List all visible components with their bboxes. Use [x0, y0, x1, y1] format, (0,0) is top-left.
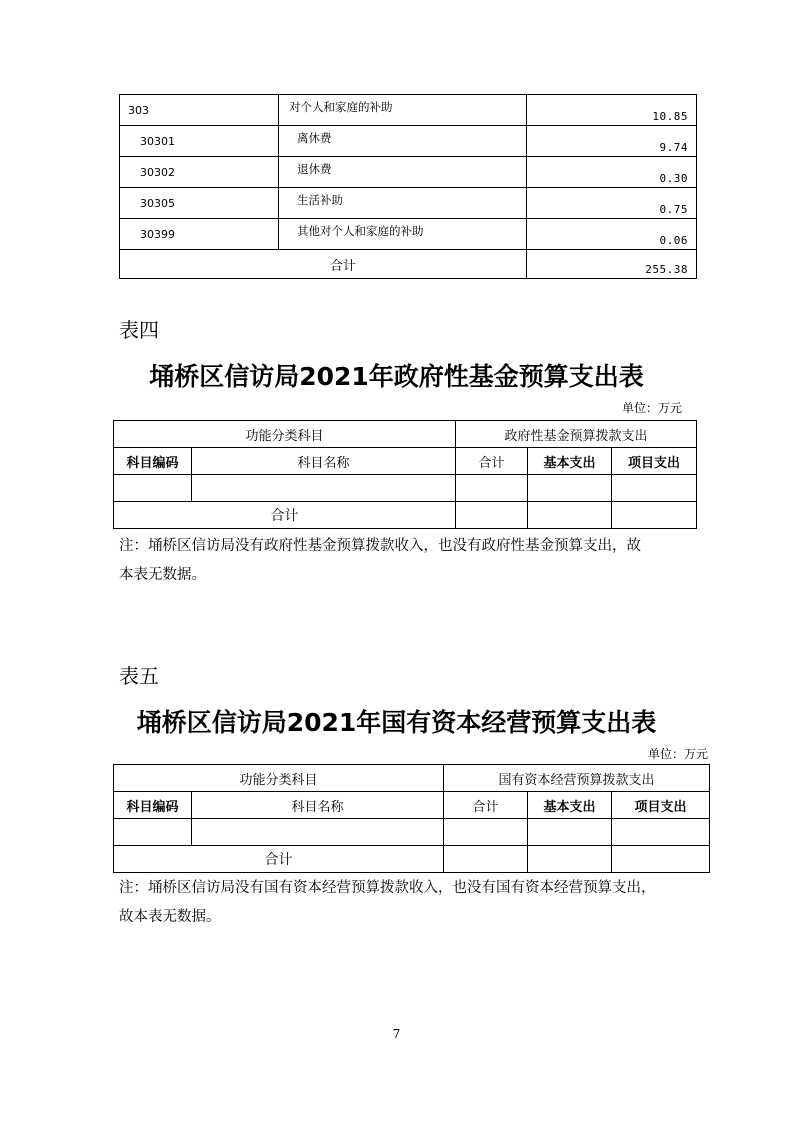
total-row: [114, 502, 697, 529]
total-label: 合计: [120, 250, 527, 279]
row-name: 生活补助: [279, 188, 527, 219]
cell: [612, 819, 710, 846]
total-row: [120, 250, 697, 279]
cell: [612, 502, 697, 529]
row-name: 退休费: [279, 157, 527, 188]
table4-note-line2: 本表无数据。: [119, 567, 206, 583]
row-code: 30302: [120, 157, 279, 188]
table5-unit: 单位：万元: [648, 747, 709, 761]
cell: [612, 475, 697, 502]
cell: [444, 846, 528, 873]
table5-note-line1: 注：埇桥区信访局没有国有资本经营预算拨款收入，也没有国有资本经营预算支出，: [119, 880, 656, 896]
col-header-basic: 基本支出: [528, 792, 612, 819]
section-label-5: 表五: [119, 664, 159, 688]
table4-note-line1: 注：埇桥区信访局没有政府性基金预算拨款收入，也没有政府性基金预算支出，故: [119, 538, 641, 554]
group-header-fund: 政府性基金预算拨款支出: [456, 421, 697, 448]
row-code: 303: [120, 95, 279, 126]
group-header-function: 功能分类科目: [114, 421, 456, 448]
cell: [192, 475, 456, 502]
cell: [528, 819, 612, 846]
total-label: 合计: [114, 502, 456, 529]
group-header-capital: 国有资本经营预算拨款支出: [444, 765, 710, 792]
cell: [456, 502, 528, 529]
cell: [114, 819, 192, 846]
page-number: 7: [392, 1027, 401, 1041]
table-row: [120, 157, 697, 188]
col-header-project: 项目支出: [612, 448, 697, 475]
cell: [114, 475, 192, 502]
row-code: 30399: [120, 219, 279, 250]
table-row: [120, 95, 697, 126]
col-header-code: 科目编码: [114, 448, 192, 475]
group-header-function: 功能分类科目: [114, 765, 444, 792]
column-header-row: [114, 792, 710, 819]
table-row: [120, 126, 697, 157]
table-row: [120, 219, 697, 250]
expenditure-detail-table: [119, 94, 697, 279]
section-label-4: 表四: [119, 318, 159, 342]
col-header-project: 项目支出: [612, 792, 710, 819]
total-amount: 255.38: [527, 250, 697, 279]
row-amount: 0.75: [527, 188, 697, 219]
col-header-code: 科目编码: [114, 792, 192, 819]
col-header-basic: 基本支出: [528, 448, 612, 475]
row-name: 其他对个人和家庭的补助: [279, 219, 527, 250]
table5-note: [119, 874, 719, 932]
col-header-total: 合计: [456, 448, 528, 475]
table4-note: [119, 532, 719, 590]
cell: [456, 475, 528, 502]
table4-title: 埇桥区信访局2021年政府性基金预算支出表: [149, 362, 644, 391]
table5-note-line2: 故本表无数据。: [119, 909, 221, 925]
group-header-row: [114, 421, 697, 448]
cell: [528, 502, 612, 529]
row-name: 离休费: [279, 126, 527, 157]
row-amount: 0.30: [527, 157, 697, 188]
row-code: 30301: [120, 126, 279, 157]
table-row: [120, 188, 697, 219]
row-amount: 0.06: [527, 219, 697, 250]
cell: [528, 846, 612, 873]
table4-unit: 单位：万元: [622, 401, 683, 415]
cell: [528, 475, 612, 502]
cell: [444, 819, 528, 846]
table5-title: 埇桥区信访局2021年国有资本经营预算支出表: [136, 708, 657, 737]
col-header-name: 科目名称: [192, 792, 444, 819]
row-amount: 9.74: [527, 126, 697, 157]
col-header-name: 科目名称: [192, 448, 456, 475]
empty-row: [114, 475, 697, 502]
group-header-row: [114, 765, 710, 792]
cell: [192, 819, 444, 846]
row-code: 30305: [120, 188, 279, 219]
total-row: [114, 846, 710, 873]
expenditure-detail-body: [120, 95, 697, 250]
total-label: 合计: [114, 846, 444, 873]
cell: [612, 846, 710, 873]
row-name: 对个人和家庭的补助: [279, 95, 527, 126]
empty-row: [114, 819, 710, 846]
state-capital-table: [113, 764, 710, 873]
row-amount: 10.85: [527, 95, 697, 126]
column-header-row: [114, 448, 697, 475]
government-fund-table: [113, 420, 697, 529]
col-header-total: 合计: [444, 792, 528, 819]
